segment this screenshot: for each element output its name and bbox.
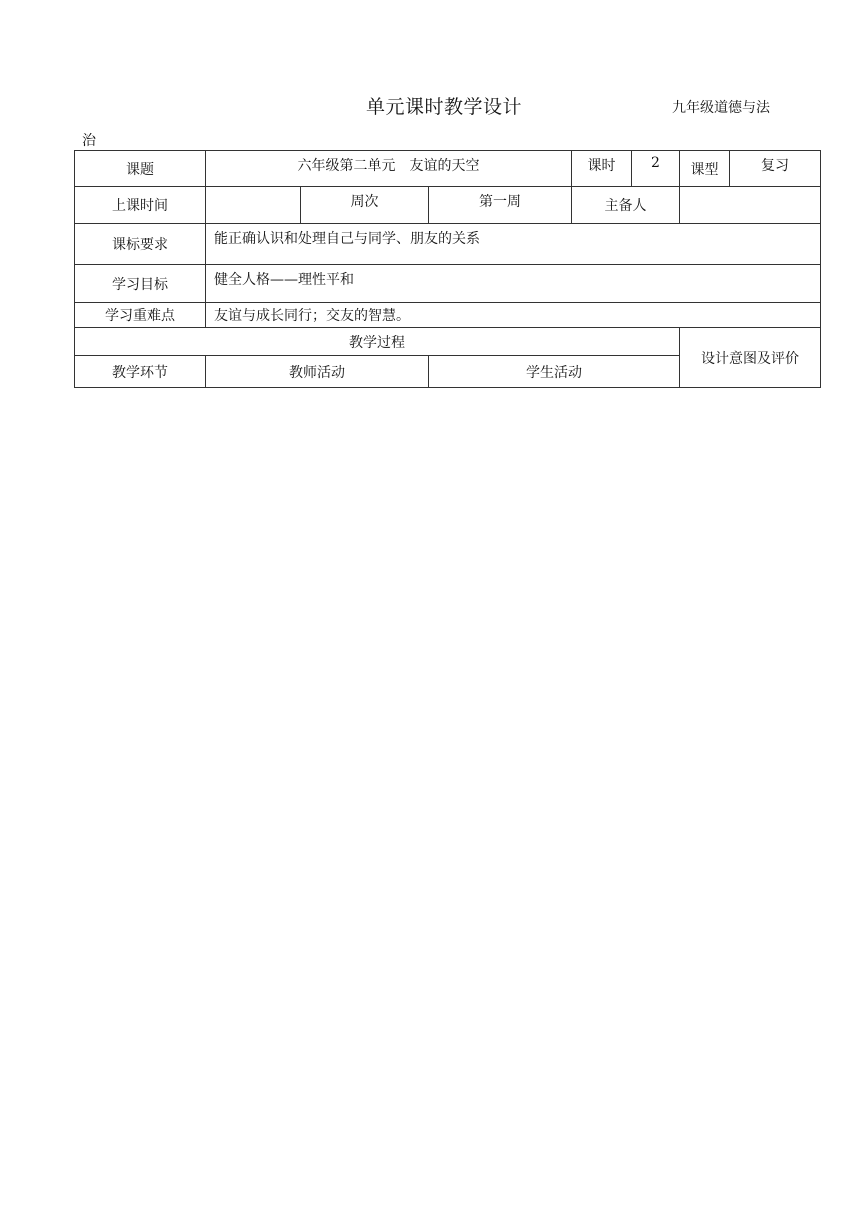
period-label: 课时: [572, 151, 632, 187]
week-value: 第一周: [429, 187, 572, 224]
table-row-process-heading: [75, 328, 821, 356]
topic-label: 课题: [75, 151, 206, 187]
table-row-objectives: [75, 265, 821, 303]
preparer-label: 主备人: [572, 187, 680, 224]
class-time-label: 上课时间: [75, 187, 206, 224]
topic-value: 六年级第二单元 友谊的天空: [206, 151, 572, 187]
subject-label-continued: 治: [82, 133, 96, 149]
lesson-type-value: 复习: [730, 151, 821, 187]
column-teaching-stage: 教学环节: [75, 356, 206, 388]
key-points-label: 学习重难点: [75, 303, 206, 328]
table-row-key-points: [75, 303, 821, 328]
period-value: 2: [632, 151, 680, 187]
subject-label: 九年级道德与法: [672, 100, 770, 116]
curriculum-value: 能正确认识和处理自己与同学、朋友的关系: [206, 224, 821, 265]
process-heading: 教学过程: [75, 328, 680, 356]
key-points-value: 友谊与成长同行；交友的智慧。: [206, 303, 821, 328]
table-row-curriculum: [75, 224, 821, 265]
table-row-topic: [75, 151, 821, 187]
objectives-value: 健全人格——理性平和: [206, 265, 821, 303]
column-teacher-activity: 教师活动: [206, 356, 429, 388]
page-title: 单元课时教学设计: [366, 96, 523, 118]
week-label: 周次: [301, 187, 429, 224]
table-row-schedule: [75, 187, 821, 224]
lesson-plan-table: [74, 150, 821, 388]
design-evaluation-heading: 设计意图及评价: [680, 328, 821, 388]
objectives-label: 学习目标: [75, 265, 206, 303]
curriculum-label: 课标要求: [75, 224, 206, 265]
preparer-value: [680, 187, 821, 224]
column-student-activity: 学生活动: [429, 356, 680, 388]
class-time-value: [206, 187, 301, 224]
lesson-type-label: 课型: [680, 151, 730, 187]
